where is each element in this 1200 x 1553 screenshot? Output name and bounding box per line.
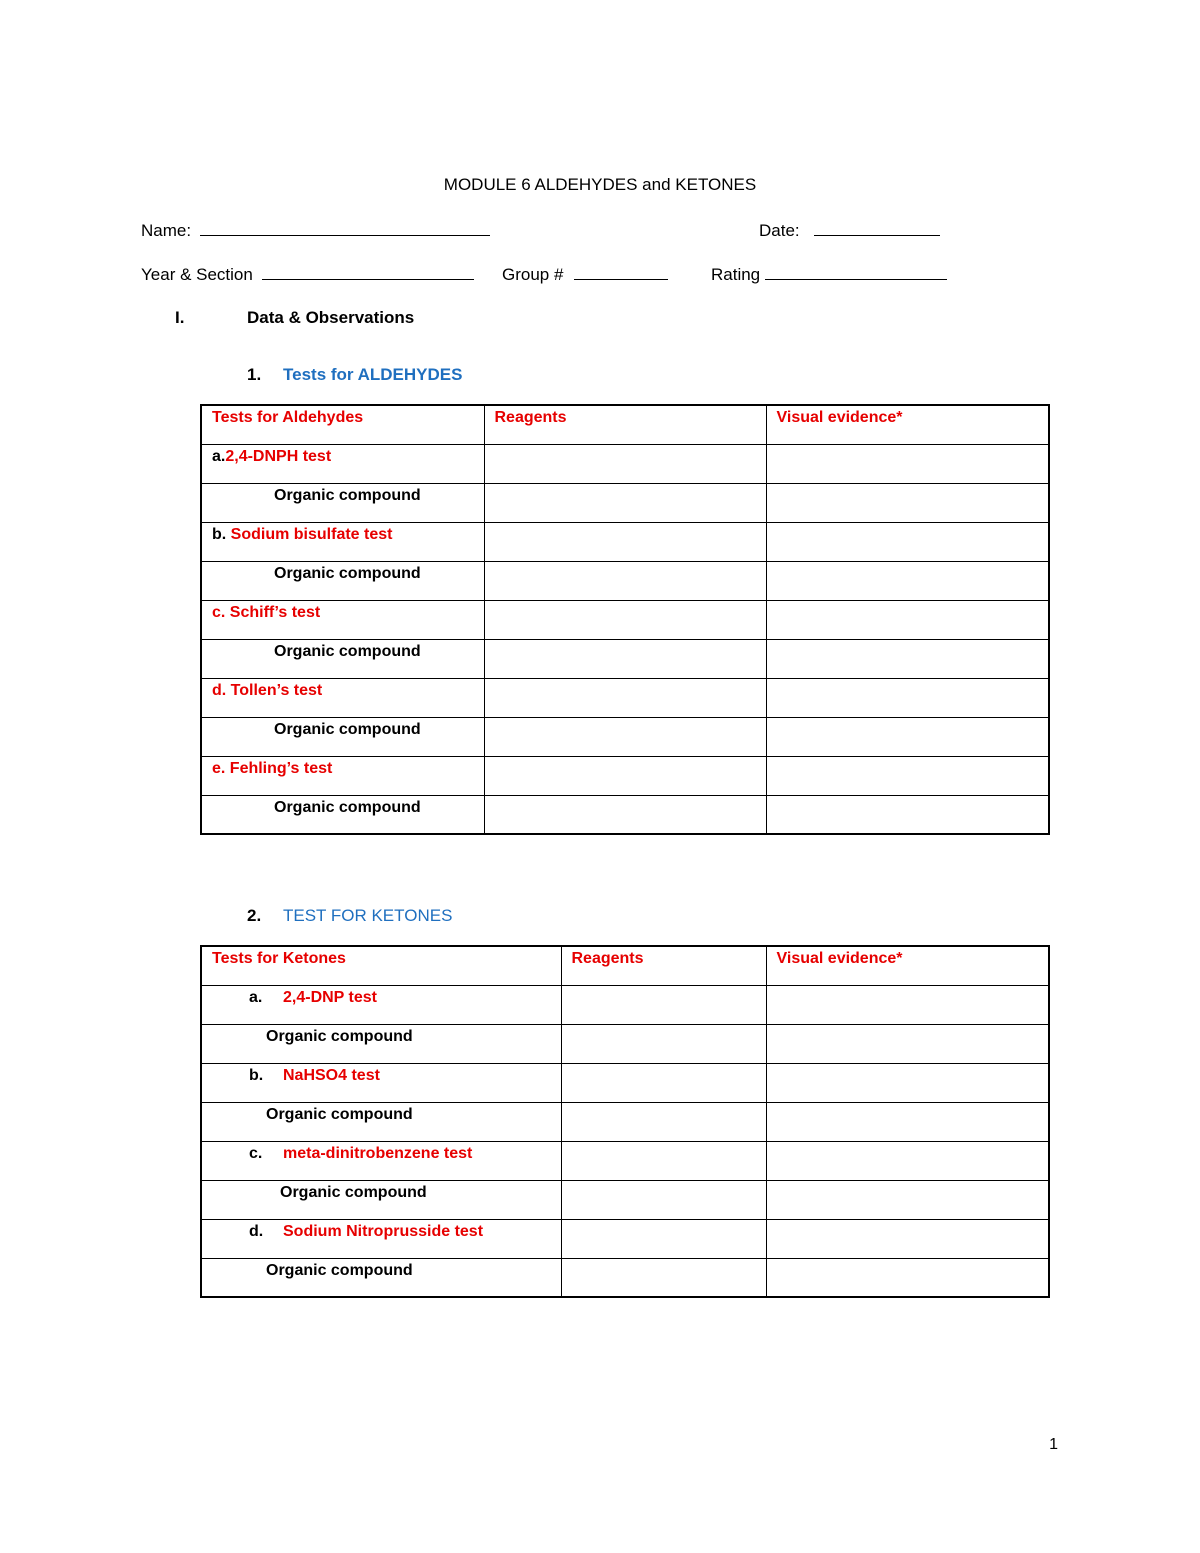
aldehydes-number: 1. <box>247 365 262 384</box>
reagents-cell[interactable] <box>484 795 766 834</box>
organic-compound-cell: Organic compound <box>201 483 484 522</box>
date-field-row <box>759 221 940 241</box>
date-label: Date: <box>759 221 800 240</box>
test-name-cell: b. Sodium bisulfate test <box>201 522 484 561</box>
table-row <box>201 1024 1049 1063</box>
test-name-cell: c. Schiff’s test <box>201 600 484 639</box>
rating-blank[interactable] <box>765 265 947 280</box>
visual-evidence-cell[interactable] <box>766 483 1049 522</box>
aldehydes-heading: Tests for ALDEHYDES <box>283 365 463 384</box>
reagents-cell[interactable] <box>484 522 766 561</box>
reagents-cell[interactable] <box>484 756 766 795</box>
visual-evidence-cell[interactable] <box>766 444 1049 483</box>
table-header-row <box>201 405 1049 444</box>
section-number: I. <box>175 308 185 327</box>
column-header: Reagents <box>561 946 766 985</box>
reagents-cell[interactable] <box>561 1063 766 1102</box>
group-blank[interactable] <box>574 265 668 280</box>
reagents-cell[interactable] <box>484 678 766 717</box>
reagents-cell[interactable] <box>484 639 766 678</box>
organic-compound-cell: Organic compound <box>201 1180 561 1219</box>
date-blank[interactable] <box>814 221 940 236</box>
visual-evidence-cell[interactable] <box>766 717 1049 756</box>
table-row <box>201 600 1049 639</box>
table-row <box>201 522 1049 561</box>
column-header: Tests for Aldehydes <box>201 405 484 444</box>
name-field-row <box>141 221 490 241</box>
name-label: Name: <box>141 221 192 240</box>
visual-evidence-cell[interactable] <box>766 1063 1049 1102</box>
rating-row <box>711 265 947 285</box>
visual-evidence-cell[interactable] <box>766 1102 1049 1141</box>
test-name-cell: a. 2,4-DNP test <box>201 985 561 1024</box>
visual-evidence-cell[interactable] <box>766 1258 1049 1297</box>
reagents-cell[interactable] <box>561 1141 766 1180</box>
ketones-number: 2. <box>247 906 262 925</box>
rating-label: Rating <box>711 265 761 284</box>
table-row <box>201 1219 1049 1258</box>
page-number: 1 <box>1049 1436 1058 1453</box>
visual-evidence-cell[interactable] <box>766 1024 1049 1063</box>
table-row <box>201 1258 1049 1297</box>
test-name-cell: c. meta-dinitrobenzene test <box>201 1141 561 1180</box>
table-row <box>201 639 1049 678</box>
reagents-cell[interactable] <box>484 444 766 483</box>
table-row <box>201 1180 1049 1219</box>
organic-compound-cell: Organic compound <box>201 561 484 600</box>
table-row <box>201 717 1049 756</box>
table-row <box>201 678 1049 717</box>
reagents-cell[interactable] <box>484 717 766 756</box>
test-name-cell: d. Tollen’s test <box>201 678 484 717</box>
visual-evidence-cell[interactable] <box>766 561 1049 600</box>
reagents-cell[interactable] <box>561 1024 766 1063</box>
reagents-cell[interactable] <box>561 1258 766 1297</box>
group-label: Group # <box>502 265 564 284</box>
visual-evidence-cell[interactable] <box>766 795 1049 834</box>
organic-compound-cell: Organic compound <box>201 1024 561 1063</box>
column-header: Visual evidence* <box>766 946 1049 985</box>
visual-evidence-cell[interactable] <box>766 639 1049 678</box>
year-section-label: Year & Section <box>141 265 253 284</box>
table-header-row <box>201 946 1049 985</box>
reagents-cell[interactable] <box>484 483 766 522</box>
table-row <box>201 1063 1049 1102</box>
table-row <box>201 444 1049 483</box>
visual-evidence-cell[interactable] <box>766 1219 1049 1258</box>
test-name-cell: e. Fehling’s test <box>201 756 484 795</box>
column-header: Reagents <box>484 405 766 444</box>
organic-compound-cell: Organic compound <box>201 795 484 834</box>
reagents-cell[interactable] <box>561 985 766 1024</box>
organic-compound-cell: Organic compound <box>201 1258 561 1297</box>
reagents-cell[interactable] <box>484 561 766 600</box>
ketones-table <box>200 945 1050 1298</box>
table-row <box>201 483 1049 522</box>
name-blank[interactable] <box>200 221 490 236</box>
organic-compound-cell: Organic compound <box>201 639 484 678</box>
table-row <box>201 795 1049 834</box>
visual-evidence-cell[interactable] <box>766 985 1049 1024</box>
visual-evidence-cell[interactable] <box>766 522 1049 561</box>
test-name-cell: d. Sodium Nitroprusside test <box>201 1219 561 1258</box>
column-header: Tests for Ketones <box>201 946 561 985</box>
reagents-cell[interactable] <box>561 1219 766 1258</box>
reagents-cell[interactable] <box>561 1102 766 1141</box>
table-row <box>201 756 1049 795</box>
organic-compound-cell: Organic compound <box>201 1102 561 1141</box>
section-title: Data & Observations <box>247 308 415 327</box>
test-name-cell: b. NaHSO4 test <box>201 1063 561 1102</box>
ketones-heading: TEST FOR KETONES <box>283 906 453 925</box>
table-row <box>201 1102 1049 1141</box>
organic-compound-cell: Organic compound <box>201 717 484 756</box>
visual-evidence-cell[interactable] <box>766 756 1049 795</box>
group-row <box>502 265 668 285</box>
reagents-cell[interactable] <box>484 600 766 639</box>
year-section-blank[interactable] <box>262 265 474 280</box>
reagents-cell[interactable] <box>561 1180 766 1219</box>
test-name-cell: a.2,4-DNPH test <box>201 444 484 483</box>
year-section-row <box>141 265 474 285</box>
document-title: MODULE 6 ALDEHYDES and KETONES <box>443 175 757 194</box>
visual-evidence-cell[interactable] <box>766 1141 1049 1180</box>
table-row <box>201 1141 1049 1180</box>
visual-evidence-cell[interactable] <box>766 1180 1049 1219</box>
table-row <box>201 561 1049 600</box>
aldehydes-table <box>200 404 1050 835</box>
table-row <box>201 985 1049 1024</box>
visual-evidence-cell[interactable] <box>766 600 1049 639</box>
column-header: Visual evidence* <box>766 405 1049 444</box>
visual-evidence-cell[interactable] <box>766 678 1049 717</box>
